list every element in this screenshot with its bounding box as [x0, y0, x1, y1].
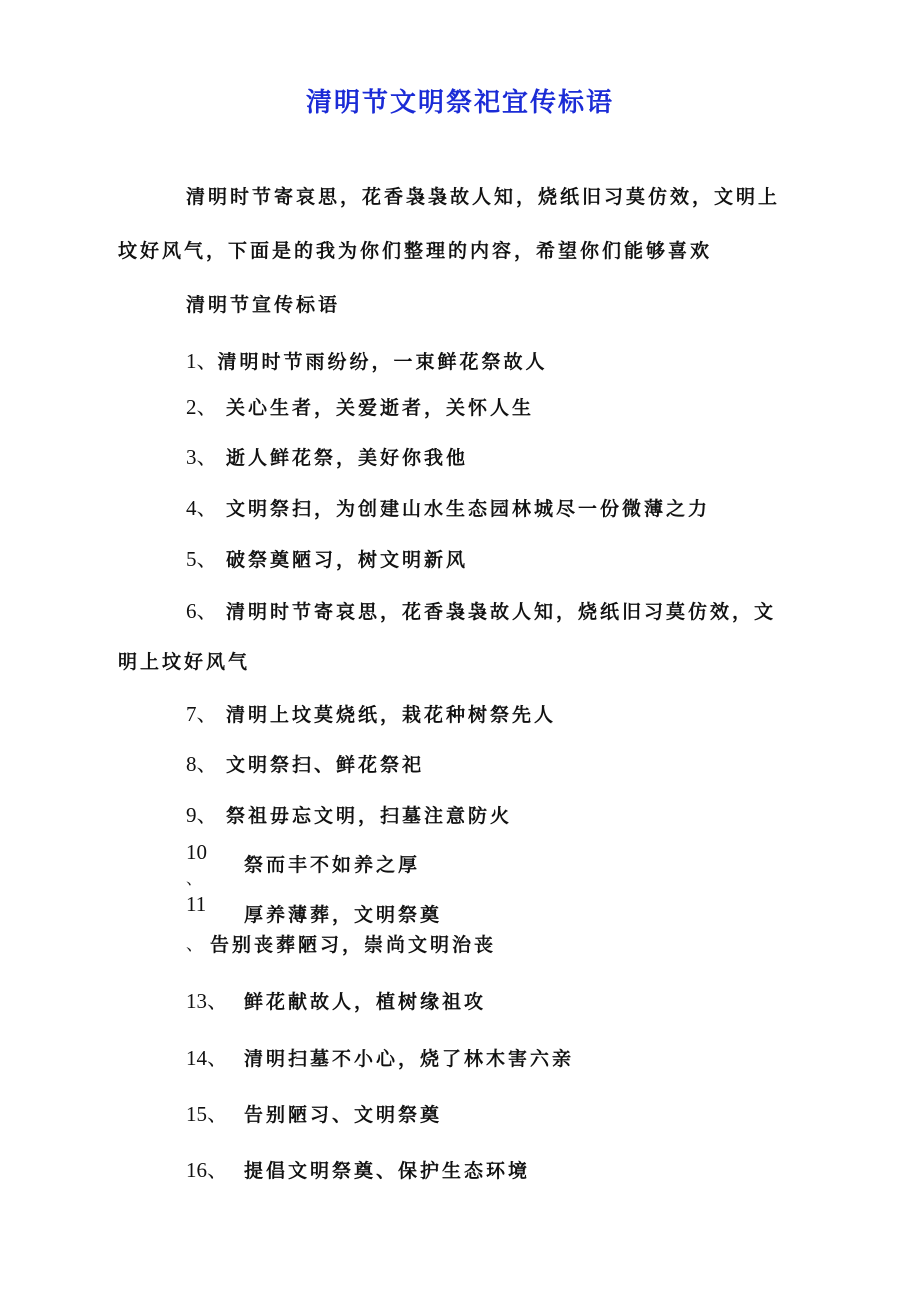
- item-text: 关心生者，关爱逝者，关怀人生: [226, 397, 535, 419]
- item-text: 鲜花献故人，植树缘祖攻: [244, 991, 487, 1013]
- slogan-item: [186, 1154, 530, 1184]
- item-number: 4、: [186, 496, 218, 520]
- slogan-item: [186, 799, 512, 829]
- slogan-item: [186, 1098, 442, 1128]
- document-title: 清明节文明祭祀宜传标语: [305, 88, 614, 118]
- item-number: 3、: [186, 445, 218, 469]
- section-heading: 清明节宣传标语: [186, 294, 341, 316]
- item-number: 16、: [186, 1158, 228, 1182]
- item-number-mark: 、: [186, 871, 203, 888]
- item-text: 文明祭扫、鲜花祭祀: [226, 754, 425, 776]
- item-text: 文明祭扫，为创建山水生态园林城尽一份微薄之力: [226, 498, 711, 520]
- item-number: 7、: [186, 702, 218, 726]
- item-number: 14、: [186, 1046, 228, 1070]
- item-text: 清明时节寄哀思，花香袅袅故人知，烧纸旧习莫仿效，文: [226, 601, 777, 623]
- item-text: 祭而丰不如养之厚: [244, 854, 421, 876]
- item-text-continued: 明上坟好风气: [118, 651, 251, 673]
- item-number: 8、: [186, 752, 218, 776]
- item-number: 9、: [186, 803, 218, 827]
- intro-line-1: 清明时节寄哀思，花香袅袅故人知，烧纸旧习莫仿效，文明上: [186, 186, 781, 208]
- slogan-item: [186, 595, 776, 625]
- item-text: 逝人鲜花祭，美好你我他: [226, 447, 469, 469]
- item-number-mark: 、: [186, 935, 203, 954]
- item-text: 清明时节雨纷纷，一束鲜花祭故人: [217, 351, 548, 373]
- item-text: 提倡文明祭奠、保护生态环境: [244, 1160, 531, 1182]
- item-text: 清明扫墓不小心，烧了林木害六亲: [244, 1048, 575, 1070]
- slogan-item: [186, 698, 556, 728]
- item-number: 1、: [186, 349, 218, 373]
- item-text: 告别陋习、文明祭奠: [244, 1104, 443, 1126]
- item-number: 5、: [186, 547, 218, 571]
- slogan-item: [186, 748, 424, 778]
- item-number: 15、: [186, 1102, 228, 1126]
- slogan-item: [186, 1042, 574, 1072]
- slogan-item: [186, 391, 534, 421]
- slogan-item: [186, 441, 468, 471]
- slogan-item: [186, 492, 710, 522]
- slogan-item: [186, 345, 548, 375]
- item-text: 破祭奠陋习，树文明新风: [226, 549, 469, 571]
- item-text: 祭祖毋忘文明，扫墓注意防火: [226, 805, 513, 827]
- item-number: 11: [186, 892, 207, 916]
- item-number: 10: [186, 840, 207, 864]
- item-number: 2、: [186, 395, 218, 419]
- slogan-item: [186, 985, 486, 1015]
- item-text: 清明上坟莫烧纸，栽花种树祭先人: [226, 704, 557, 726]
- item-text: 厚养薄葬，文明祭奠: [244, 904, 443, 926]
- item-number: 13、: [186, 989, 228, 1013]
- slogan-item: [186, 543, 468, 573]
- item-text-continued: 告别丧葬陋习，崇尚文明治丧: [210, 934, 497, 956]
- item-number: 6、: [186, 599, 218, 623]
- intro-line-2: 坟好风气，下面是的我为你们整理的内容，希望你们能够喜欢: [118, 240, 713, 262]
